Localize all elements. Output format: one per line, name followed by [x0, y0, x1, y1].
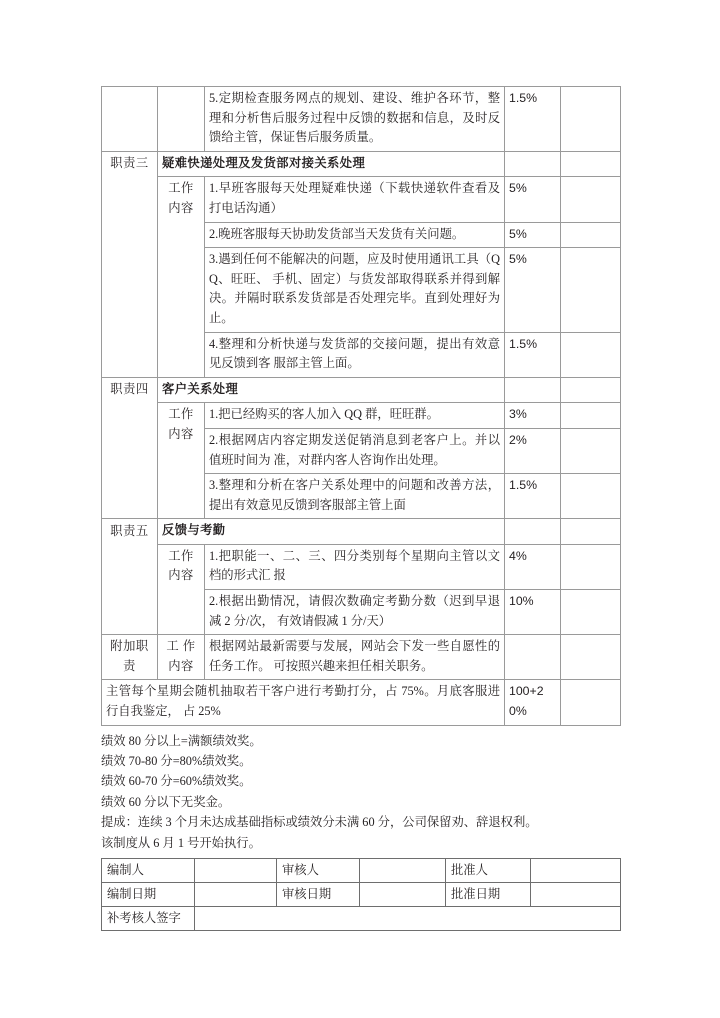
responsibility-cell-zhize-san: 职责三 [102, 151, 158, 377]
sig-label-pizhunren: 批准人 [446, 859, 531, 883]
section-header-cell: 反馈与考勤 [158, 519, 505, 545]
percent-cell: 4% [505, 544, 561, 589]
work-label-line1: 工 作 [166, 639, 196, 654]
note-line: 绩效 70-80 分=80%绩效奖。 [101, 754, 252, 769]
extra-cell [561, 544, 621, 589]
work-label-cell [158, 87, 205, 152]
table-row [102, 635, 621, 680]
work-label-line2: 内容 [168, 426, 194, 441]
percent-cell [505, 377, 561, 403]
work-label-cell [158, 635, 205, 680]
work-label-cell [158, 177, 205, 377]
content-cell: 3.遇到任何不能解决的问题，应及时使用通讯工具（QQ、旺旺、 手机、固定）与货发部取得联系并得到解决。并隔时联系发货部是否处理完毕。直到处理好为止。 [205, 248, 505, 332]
sig-value-shenheriqi[interactable] [360, 883, 446, 907]
sig-label-shenheren: 审核人 [277, 859, 360, 883]
content-cell: 2.根据出勤情况，请假次数确定考勤分数（迟到早退减 2 分/次， 有效请假减 1 分/天） [205, 590, 505, 635]
extra-cell [561, 635, 621, 680]
content-cell: 5.定期检查服务网点的规划、建设、维护各环节，整理和分析售后服务过程中反馈的数据和信息，及时反馈给主管，保证售后服务质量。 [205, 87, 505, 152]
table-row [102, 859, 621, 883]
extra-cell [561, 87, 621, 152]
extra-cell [561, 151, 621, 177]
sig-label-pizhunriqi: 批准日期 [446, 883, 531, 907]
percent-cell: 1.5% [505, 332, 561, 377]
sig-label-bianzhiren: 编制人 [102, 859, 195, 883]
table-row [102, 883, 621, 907]
table-row [102, 907, 621, 931]
content-cell: 1.把职能一、二、三、四分类别每个星期向主管以文档的形式汇 报 [205, 544, 505, 589]
content-cell: 2.晚班客服每天协助发货部当天发货有关问题。 [205, 222, 505, 248]
section-header-cell: 客户关系处理 [158, 377, 505, 403]
extra-cell [561, 377, 621, 403]
sig-value-bianzhiren[interactable] [195, 859, 277, 883]
percent-cell [505, 151, 561, 177]
notes-block [101, 731, 620, 853]
table-row [102, 377, 621, 403]
table-row [102, 403, 621, 429]
sig-value-bukaoheren-qianzi[interactable] [195, 907, 621, 931]
sig-value-pizhunriqi[interactable] [531, 883, 621, 907]
extra-cell [561, 590, 621, 635]
sig-label-shenheriqi: 审核日期 [277, 883, 360, 907]
extra-cell [561, 332, 621, 377]
sig-value-pizhunren[interactable] [531, 859, 621, 883]
table-row [102, 519, 621, 545]
percent-cell: 1.5% [505, 87, 561, 152]
percent-cell: 100+20% [505, 680, 561, 725]
responsibility-cell-zhize-si: 职责四 [102, 377, 158, 519]
sig-value-bianzhiriqi[interactable] [195, 883, 277, 907]
extra-cell [561, 519, 621, 545]
percent-cell: 5% [505, 248, 561, 332]
content-cell: 根据网站最新需要与发展，网站会下发一些自愿性的任务工作。 可按照兴趣来担任相关职务。 [205, 635, 505, 680]
note-line: 提成：连续 3 个月未达成基础指标或绩效分未满 60 分，公司保留劝、辞退权利。 [101, 815, 538, 830]
note-line: 绩效 60-70 分=60%绩效奖。 [101, 774, 252, 789]
work-label-cell [158, 403, 205, 519]
extra-cell [561, 177, 621, 222]
section-header-cell: 疑难快递处理及发货部对接关系处理 [158, 151, 505, 177]
sig-label-bianzhiriqi: 编制日期 [102, 883, 195, 907]
percent-cell [505, 635, 561, 680]
percent-cell: 10% [505, 590, 561, 635]
responsibility-cell [102, 87, 158, 152]
work-label-line2: 内容 [168, 200, 194, 215]
work-label-line1: 工作 [168, 548, 194, 563]
content-cell: 1.把已经购买的客人加入 QQ 群，旺旺群。 [205, 403, 505, 429]
responsibility-cell-zhize-wu: 职责五 [102, 519, 158, 635]
work-label-line1: 工作 [168, 407, 194, 422]
work-label-line2: 内容 [168, 658, 194, 673]
responsibility-cell-fujia [102, 635, 158, 680]
percent-cell: 3% [505, 403, 561, 429]
extra-cell [561, 428, 621, 473]
sig-value-shenheren[interactable] [360, 859, 446, 883]
extra-cell [561, 403, 621, 429]
extra-cell [561, 248, 621, 332]
extra-cell [561, 474, 621, 519]
note-line: 绩效 80 分以上=满额绩效奖。 [101, 733, 262, 748]
responsibility-line1: 附加职 [110, 639, 149, 654]
percent-cell: 5% [505, 177, 561, 222]
extra-cell [561, 222, 621, 248]
work-label-line1: 工作 [168, 181, 194, 196]
percent-cell: 1.5% [505, 474, 561, 519]
appraisal-table [101, 86, 621, 726]
percent-cell: 2% [505, 428, 561, 473]
note-line: 该制度从 6 月 1 号开始执行。 [101, 835, 261, 850]
signature-table [101, 858, 621, 931]
table-row [102, 87, 621, 152]
percent-cell [505, 519, 561, 545]
document-body [101, 86, 620, 931]
extra-cell [561, 680, 621, 725]
percent-cell: 5% [505, 222, 561, 248]
summary-content-cell: 主管每个星期会随机抽取若干客户进行考勤打分，占 75%。月底客服进行自我鉴定， 占 25% [102, 680, 505, 725]
sig-label-bukaoheren-qianzi: 补考核人签字 [102, 907, 195, 931]
content-cell: 1.早班客服每天处理疑难快递（下载快递软件查看及打电话沟通） [205, 177, 505, 222]
table-row [102, 177, 621, 222]
table-row [102, 544, 621, 589]
content-cell: 2.根据网店内容定期发送促销消息到老客户上。并以值班时间为 准，对群内客人咨询作出处理。 [205, 428, 505, 473]
content-cell: 3.整理和分析在客户关系处理中的问题和改善方法，提出有效意见反馈到客服部主管上面 [205, 474, 505, 519]
work-label-cell [158, 544, 205, 634]
note-line: 绩效 60 分以下无奖金。 [101, 794, 231, 809]
table-row [102, 151, 621, 177]
table-row [102, 680, 621, 725]
content-cell: 4.整理和分析快递与发货部的交接问题，提出有效意见反馈到客 服部主管上面。 [205, 332, 505, 377]
work-label-line2: 内容 [168, 568, 194, 583]
responsibility-line2: 责 [123, 658, 136, 673]
